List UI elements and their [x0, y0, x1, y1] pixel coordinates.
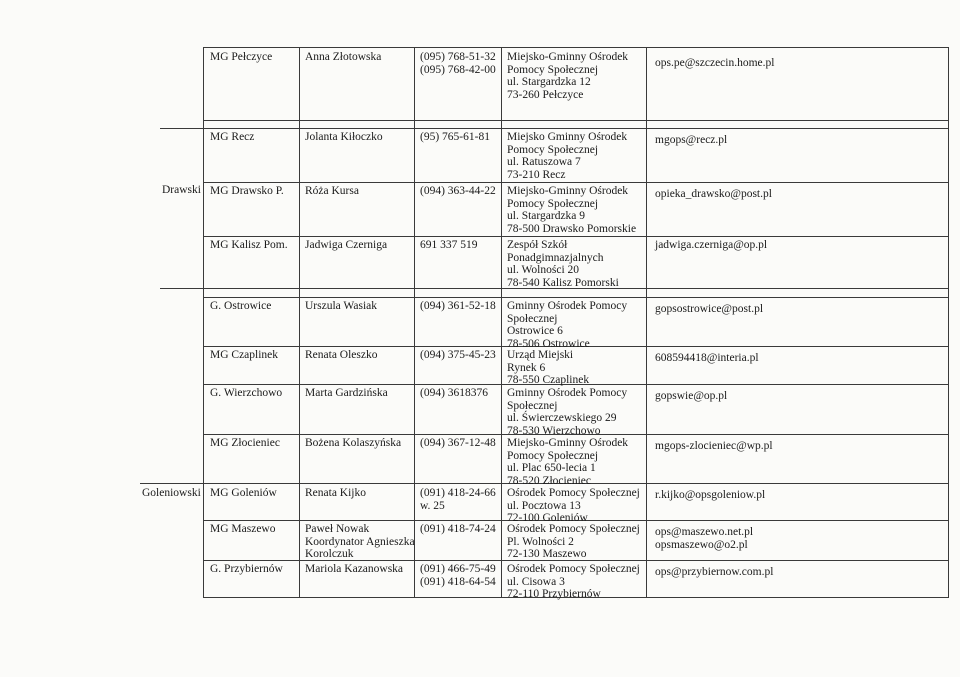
cell-unit: MG Maszewo [210, 523, 276, 535]
cell-person: Mariola Kazanowska [305, 563, 404, 575]
row-divider [203, 236, 949, 237]
cell-email[interactable]: gopswie@op.pl [655, 390, 728, 402]
cell-phone: 691 337 519 [420, 239, 478, 251]
cell-phone: (091) 466-75-49 (091) 418-64-54 [420, 563, 496, 588]
cell-phone: (094) 363-44-22 [420, 185, 496, 197]
column-divider [414, 47, 415, 598]
cell-phone: (091) 418-24-66 w. 25 [420, 487, 496, 512]
column-divider [646, 47, 647, 598]
cell-email[interactable]: ops.pe@szczecin.home.pl [655, 57, 775, 69]
cell-person: Anna Złotowska [305, 51, 382, 63]
row-divider [160, 128, 949, 129]
cell-address: Miejsko-Gminny Ośrodek Pomocy Społecznej ul. Plac 650-lecia 1 78-520 Złocieniec [507, 437, 629, 487]
cell-person: Renata Kijko [305, 487, 366, 499]
cell-email[interactable]: opieka_drawsko@post.pl [655, 188, 772, 200]
row-divider [203, 120, 949, 121]
cell-address: Ośrodek Pomocy Społecznej Pl. Wolności 2 72-130 Maszewo [507, 523, 640, 561]
cell-phone: (094) 375-45-23 [420, 349, 496, 361]
cell-phone: (094) 361-52-18 [420, 300, 496, 312]
cell-email[interactable]: r.kijko@opsgoleniow.pl [655, 489, 766, 501]
table-border-right [948, 47, 949, 598]
cell-address: Gminny Ośrodek Pomocy Społecznej Ostrowice 6 78-506 Ostrowice [507, 300, 628, 350]
cell-address: Urząd Miejski Rynek 6 78-550 Czaplinek [507, 349, 590, 387]
cell-email[interactable]: jadwiga.czerniga@op.pl [655, 239, 768, 251]
cell-phone: (094) 367-12-48 [420, 437, 496, 449]
cell-email[interactable]: gopsostrowice@post.pl [655, 303, 764, 315]
cell-phone: (095) 768-51-32 (095) 768-42-00 [420, 51, 496, 76]
cell-phone: (091) 418-74-24 [420, 523, 496, 535]
cell-unit: G. Wierzchowo [210, 387, 283, 399]
cell-unit: G. Ostrowice [210, 300, 272, 312]
cell-person: Jadwiga Czerniga [305, 239, 388, 251]
cell-email[interactable]: mgops@recz.pl [655, 134, 728, 146]
cell-unit: MG Pełczyce [210, 51, 273, 63]
cell-email[interactable]: ops@maszewo.net.pl opsmaszewo@o2.pl [655, 526, 754, 551]
cell-unit: MG Złocieniec [210, 437, 280, 449]
cell-person: Urszula Wasiak [305, 300, 377, 312]
column-divider [203, 47, 204, 598]
district-label: Drawski [162, 184, 201, 196]
cell-address: Miejsko-Gminny Ośrodek Pomocy Społecznej ul. Stargardzka 12 73-260 Pełczyce [507, 51, 629, 101]
cell-person: Renata Oleszko [305, 349, 378, 361]
row-divider [203, 182, 949, 183]
cell-phone: (95) 765-61-81 [420, 131, 490, 143]
cell-email[interactable]: ops@przybiernow.com.pl [655, 566, 774, 578]
cell-address: Gminny Ośrodek Pomocy Społecznej ul. Świerczewskiego 29 78-530 Wierzchowo [507, 387, 628, 437]
cell-address: Miejsko Gminny Ośrodek Pomocy Społecznej ul. Ratuszowa 7 73-210 Recz [507, 131, 628, 181]
cell-person: Paweł Nowak Koordynator Agnieszka Korolczuk [305, 523, 415, 561]
cell-person: Bożena Kolaszyńska [305, 437, 402, 449]
table-border-top [203, 47, 949, 48]
cell-address: Miejsko-Gminny Ośrodek Pomocy Społecznej ul. Stargardzka 9 78-500 Drawsko Pomorskie [507, 185, 637, 235]
column-divider [299, 47, 300, 598]
cell-address: Ośrodek Pomocy Społecznej ul. Cisowa 3 72-110 Przybiernów [507, 563, 640, 601]
cell-person: Jolanta Kiłoczko [305, 131, 383, 143]
cell-unit: G. Przybiernów [210, 563, 283, 575]
cell-email[interactable]: 608594418@interia.pl [655, 352, 759, 364]
cell-phone: (094) 3618376 [420, 387, 489, 399]
cell-unit: MG Goleniów [210, 487, 277, 499]
cell-address: Zespół Szkół Ponadgimnazjalnych ul. Wolności 20 78-540 Kalisz Pomorski [507, 239, 619, 289]
cell-person: Marta Gardzińska [305, 387, 388, 399]
cell-unit: MG Drawsko P. [210, 185, 284, 197]
column-divider [501, 47, 502, 598]
cell-person: Róża Kursa [305, 185, 359, 197]
cell-email[interactable]: mgops-zlocieniec@wp.pl [655, 440, 773, 452]
cell-address: Ośrodek Pomocy Społecznej ul. Pocztowa 13 72-100 Goleniów [507, 487, 640, 525]
row-divider [203, 297, 949, 298]
district-label: Goleniowski [142, 487, 201, 499]
cell-unit: MG Recz [210, 131, 255, 143]
cell-unit: MG Czaplinek [210, 349, 279, 361]
cell-unit: MG Kalisz Pom. [210, 239, 288, 251]
